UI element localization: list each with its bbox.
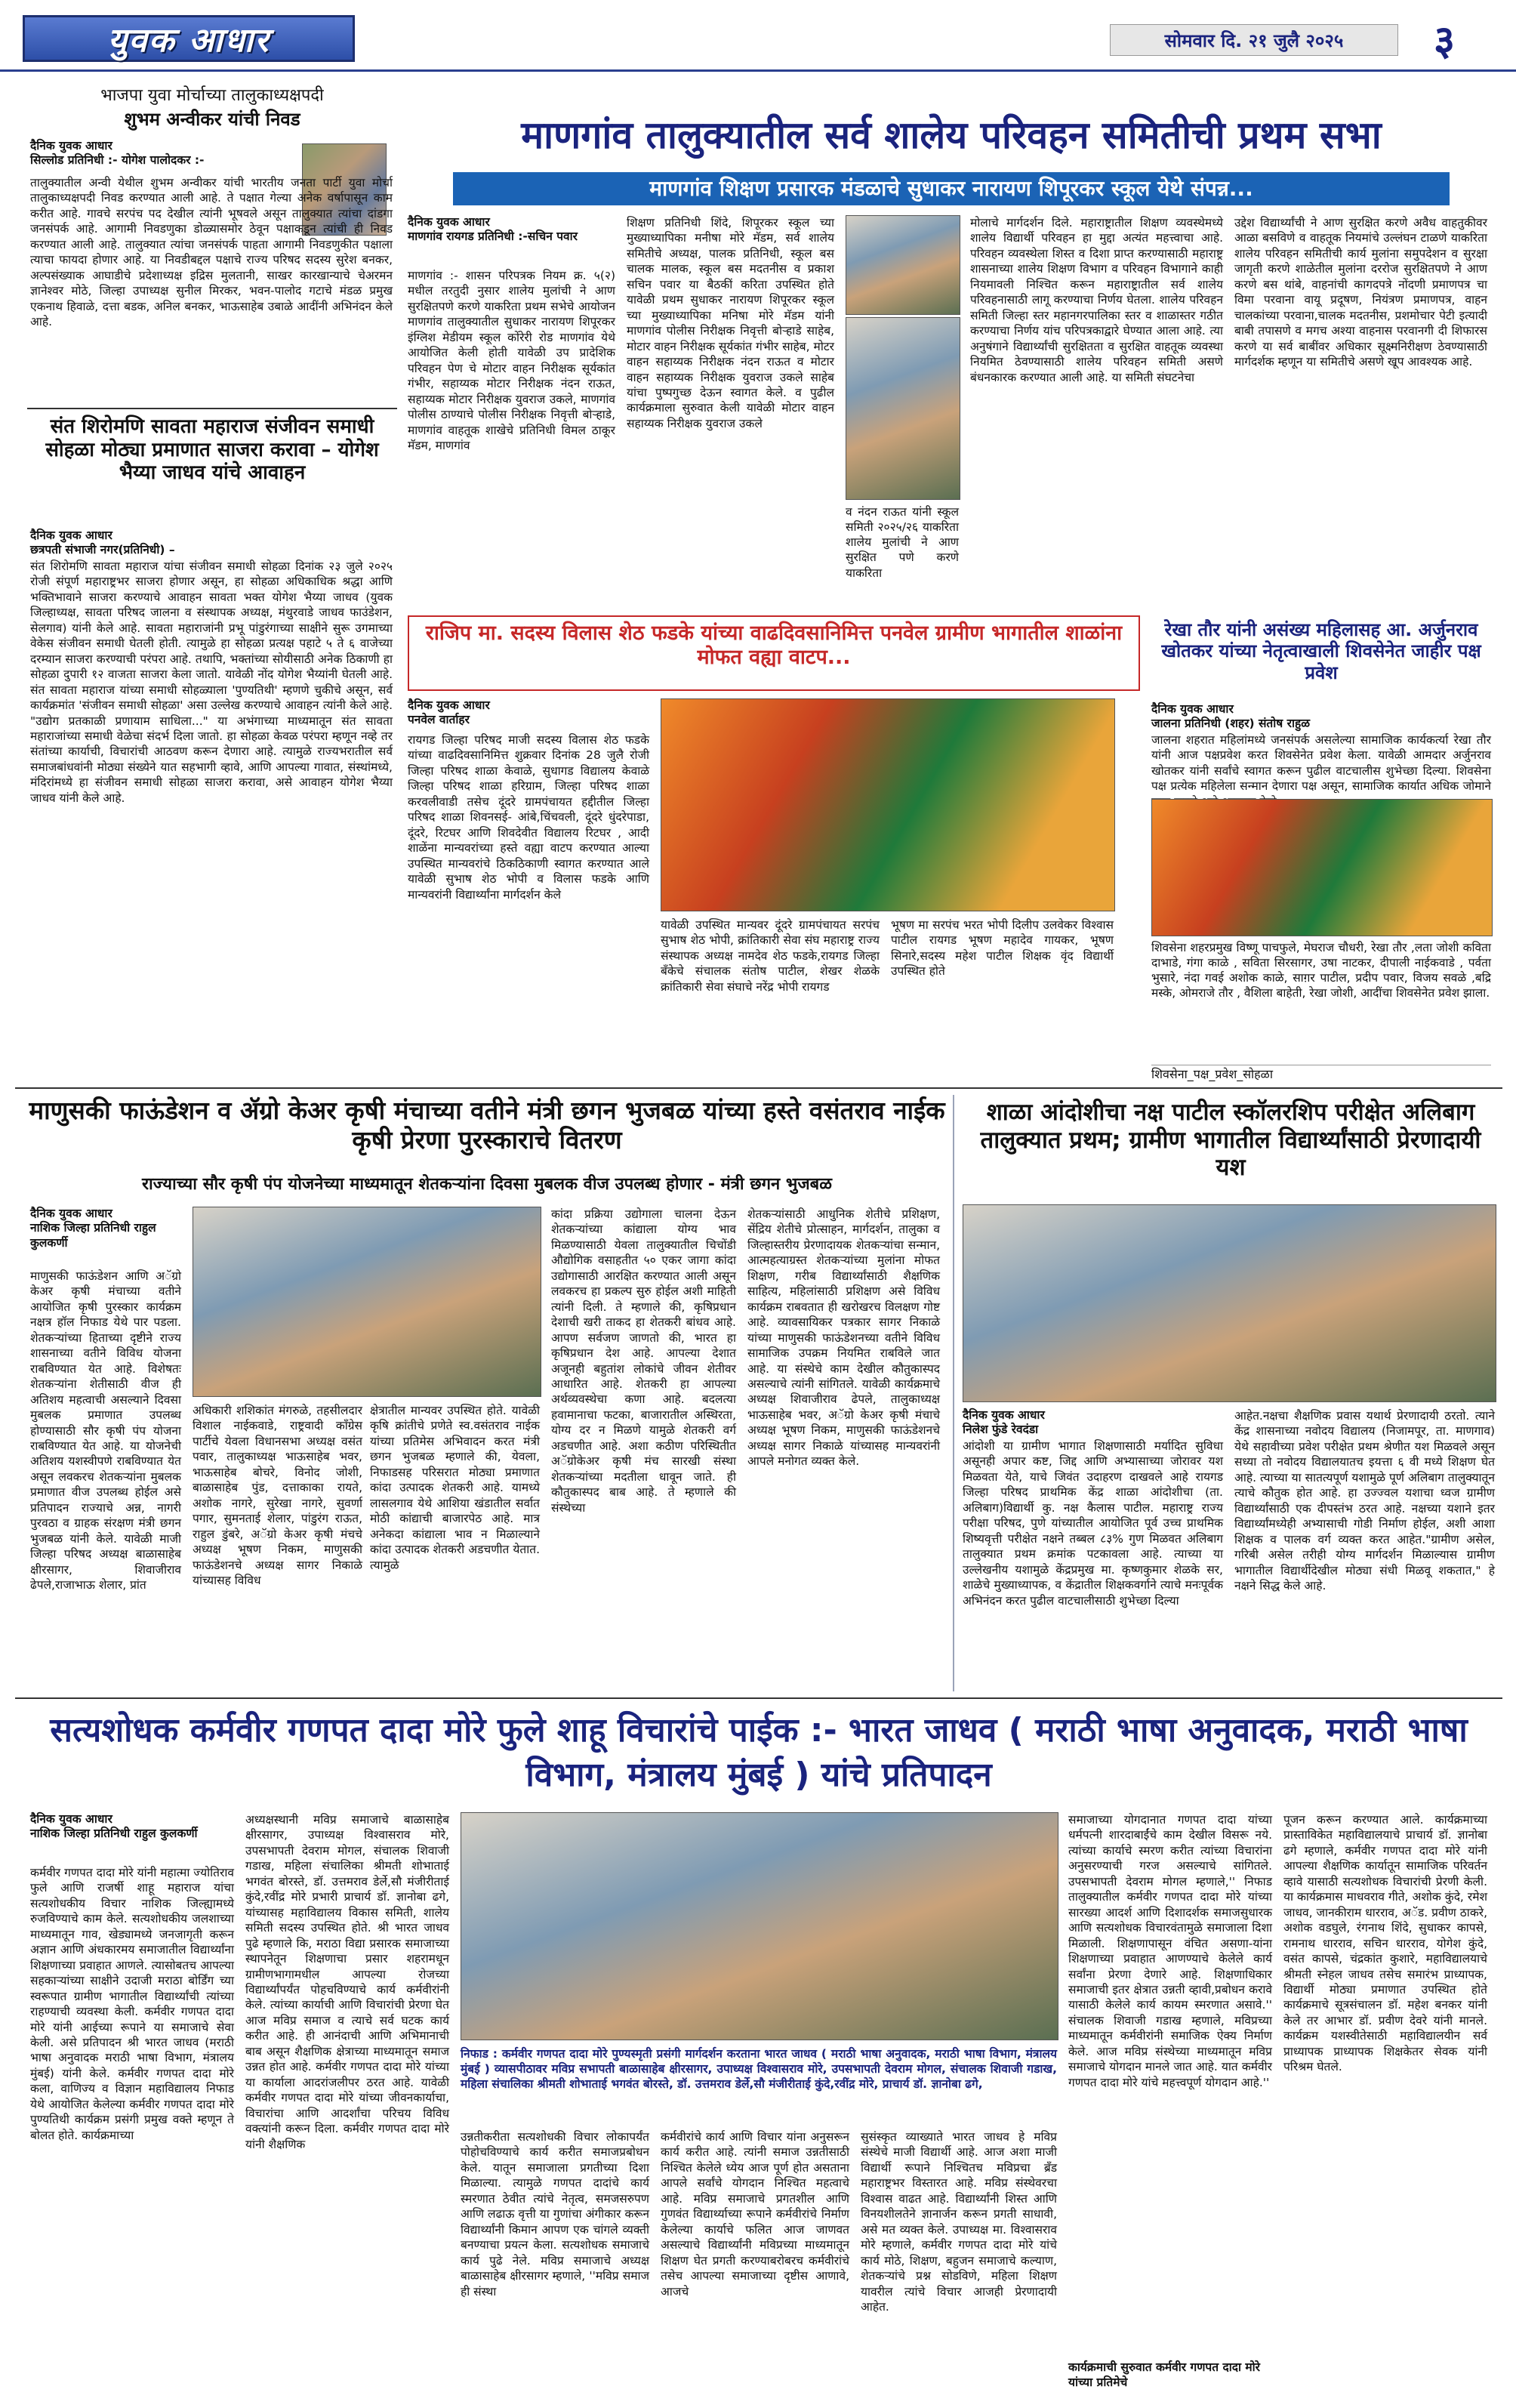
a2-byline: दैनिक युवक आधार छत्रपती संभाजी नगर(प्रतिनिधी) –	[30, 529, 175, 557]
a8-body-3: उन्नतीकरीता सत्यशोधकी विचार लोकापर्यंत पोहोचविण्याचे कार्य करीत समाजप्रबोधन केले. यातून समाजाला प्रगतीच्या दिशा मिळाल्या. त्यामुळे गणपत दादांचे कार्य स्मरणात ठेवीत त्यांचे नेतृत्व, समजसरुपण आणि लढाऊ वृत्ती या गुणांचा अंगीकार करून विद्यार्थ्यांनी किमान आपण एक चांगले व्यक्ती बनण्याचा प्रयत्न केला. सत्यशोधक समाजाचे कार्य पुढे नेले. मविप्र समाजाचे अध्यक्ष बाळासाहेब क्षीरसागर म्हणाले, ''मविप्र समाज ही संस्था	[461, 2130, 649, 2299]
a8-body-1: कर्मवीर गणपत दादा मोरे यांनी महात्मा ज्योतिराव फुले आणि राजर्षी शाहू महाराज यांचा सत्यशोधकीय विचार नाशिक जिल्ह्यामध्ये रुजविण्याचे काम केले. सत्यशोधकीय जलशाच्या माध्यमातून गाव, खेड्यामध्ये जनजागृती करून अज्ञान आणि अंधकारमय समाजातील विद्यार्थ्यांना शिक्षणाच्या प्रवाहात आणले. त्यासोबतच आपल्या सहकाऱ्यांच्या साक्षीने उदाजी मराठा बोर्डिंग च्या स्वरूपात ग्रामीण भागातील विद्यार्थ्यांची त्यांच्या राहण्याची व्यवस्था केली. कर्मवीर गणपत दादा मोरे यांनी आईच्या रूपाने या समाजाचे सेवा केली. असे प्रतिपादन श्री भारत जाधव (मराठी भाषा अनुवादक मराठी भाषा विभाग, मंत्रालय मुंबई) यांनी केले. कर्मवीर गणपत दादा मोरे कला, वाणिज्य व विज्ञान महाविद्यालय निफाड येथे आयोजित केलेल्या कर्मवीर गणपत दादा मोरे पुण्यतिथी कार्यक्रम प्रसंगी प्रमुख वक्ते म्हणून ते बोलत होते. कार्यक्रमाच्या	[30, 1866, 234, 2142]
a7-headline: शाळा आंदोशीचा नक्ष पाटील स्कॉलरशिप परीक्षेत अलिबाग तालुक्यात प्रथम; ग्रामीण भागातील विद्यार्थ्यांसाठी प्रेरणादायी यश	[980, 1099, 1481, 1182]
a5-byline: दैनिक युवक आधार जालना प्रतिनिधी (शहर) संतोष राहुळ	[1151, 702, 1310, 731]
a8-body-4: कर्मवीरांचे कार्य आणि विचार यांना अनुसरून कार्य करीत आहे. त्यांनी समाज उन्नतीसाठी निश्चित केलेले ध्येय आज पूर्ण होत असताना आपले सर्वांचे योगदान निश्चित महत्वाचे आहे. मविप्र समाजाचे प्रगतशील आणि गुणवंत विद्यार्थ्याच्या रूपाने कर्मवीरांचे निर्माण केलेल्या कार्याचे फलित आज जाणवत असल्याचे विद्यार्थ्यांनी मविप्रच्या माध्यमातून शिक्षण घेत प्रगती करण्याबरोबरच कर्मवीरांचे तसेच आपल्या समाजाच्या दृष्टीस आणावे, आजचे	[661, 2130, 849, 2299]
page-number: ३	[1433, 17, 1456, 64]
a6-body-5: शेतकऱ्यांसाठी आधुनिक शेतीचे प्रशिक्षण, सेंद्रिय शेतीचे प्रोत्साहन, मार्गदर्शन, तालुका व जिल्हास्तरीय प्रेरणादायक शेतकऱ्यांचा सन्मान, आत्महत्याग्रस्त शेतकऱ्यांच्या मुलांना मोफत शिक्षण, गरीब विद्यार्थ्यांसाठी शैक्षणिक साहित्य, महिलांसाठी प्रशिक्षण असे विविध कार्यक्रम राबवतात ही खरोखरच विलक्षण गोष्ट आहे. व्यावसायिकर पत्रकार सागर निकाळे यांच्या माणुसकी फाऊंडेशनच्या वतीने विविध सामाजिक उपक्रम नियमित राबविले जात आहे. या संस्थेचे काम देखील कौतुकास्पद असल्याचे त्यांनी सांगितले. यावेळी कार्यक्रमाचे अध्यक्ष शिवाजीराव ढेपले, तालुकाध्यक्ष भाऊसाहेब भवर, अॅग्रो केअर कृषी मंचाचे अध्यक्ष भूषण निकम, माणुसकी फाऊंडेशनचे अध्यक्ष सागर निकाळे यांच्यासह मान्यवरांनी आपले मनोगत व्यक्त केले.	[747, 1207, 940, 1469]
a5-tag: शिवसेना_पक्ष_प्रवेश_सोहळा	[1151, 1065, 1491, 1082]
section-rule	[15, 1087, 1502, 1089]
a8-body-tail: कार्यक्रमाची सुरुवात कर्मवीर गणपत दादा मोरे यांच्या प्रतिमेचे	[1068, 2360, 1260, 2390]
a8-body-5: सुसंस्कृत व्याख्याते भारत जाधव हे मविप्र संस्थेचे माजी विद्यार्थी आहे. आज अशा माजी विद्यार्थी रूपाने निश्चितच मविप्रचा ब्रँड महाराष्ट्रभर विस्तारत आहे. मविप्र संस्थेवरचा विश्वास वाढत आहे. विद्यार्थ्यांनी शिस्त आणि विनयशीलतेने ज्ञानार्जन करून प्रगती साधावी, असे मत व्यक्त केले. उपाध्यक्ष मा. विश्वासराव मोरे म्हणाले, कर्मवीर गणपत दादा मोरे यांचे कार्य मोठे, शिक्षण, बहुजन समाजाचे कल्याण, शेतकऱ्यांचे प्रश्न सोडविणे, महिला शिक्षण यावरील त्यांचे विचार आजही प्रेरणादायी आहेत.	[861, 2130, 1057, 2314]
a8-headline: सत्यशोधक कर्मवीर गणपत दादा मोरे फुले शाहू विचारांचे पाईक :- भारत जाधव ( मराठी भाषा अनुवादक, मराठी भाषा विभाग, मंत्रालय मुंबई ) यांचे प्रतिपादन	[50, 1711, 1468, 1795]
a3-byline: दैनिक युवक आधार माणगांव रायगड प्रतिनिधी :-सचिन पवार	[408, 215, 578, 244]
a5-body: जालना शहरात महिलांमध्ये जनसंपर्क असलेल्या सामाजिक कार्यकर्त्या रेखा तौर यांनी आज पक्षप्रवेश करत शिवसेनेत प्रवेश केला. यावेळी आमदार अर्जुनराव खोतकर यांनी सर्वांचे स्वागत करून पुढील वाटचालीस शुभेच्छा दिल्या. शिवसेना पक्ष प्रत्येक महिलेला सन्मान देणारा पक्ष असून, सामाजिक कार्यात अधिक जोमाने	[1151, 733, 1491, 794]
a2-headline: संत शिरोमणि सावता महाराज संजीवन समाधी सोहळा मोठ्या प्रमाणात साजरा करावा – योगेश भैय्या जाधव यांचे आवाहन	[45, 415, 379, 485]
a6-byline: दैनिक युवक आधार नाशिक जिल्हा प्रतिनिधी राहुल कुलकर्णी	[30, 1207, 156, 1250]
a4-body-1: रायगड जिल्हा परिषद माजी सदस्य विलास शेठ फडके यांच्या वाढदिवसानिमित्त शुक्रवार दिनांक 28 जुलै रोजी जिल्हा परिषद शाळा केवाळे, सुधागड विद्यालय केवाळे जिल्हा परिषद शाळा हरिग्राम, जिल्हा परिषद शाळा करवलीवाडी तसेच दूंदरे ग्रामपंचायत हद्दीतील जिल्हा परिषद शाळा शिवनसई- आंबे,चिंचवली, दूंदरे धुंदरेपाडा, दूंदरे, रिटघर आणि शिवदेवीत विद्यालय रिटघर , आदी शाळेंना मान्यवरांच्या हस्ते वह्या वाटप करण्यात आल्या उपस्थित मान्यवरांचे ठिकठिकाणी स्वागत करण्यात आले यावेळी सुभाष शेठ भोपी व विलास फडके आणि मान्यवरांनी विद्यार्थ्यांना मार्गदर्शन केले	[408, 733, 649, 902]
a7-byline: दैनिक युवक आधार निलेश फुंडे रेवदंडा	[963, 1408, 1045, 1437]
a4-byline: दैनिक युवक आधार पनवेल वार्ताहर	[408, 698, 490, 727]
a8-photo-caption: निफाड : कर्मवीर गणपत दादा मोरे पुण्यस्मृती प्रसंगी मार्गदर्शन करताना भारत जाधव ( मराठी भाषा अनुवादक, मराठी भाषा विभाग, मंत्रालय मुंबई ) व्यासपीठावर मविप्र सभापती बाळासाहेब क्षीरसागर, उपाध्यक्ष विश्वासराव मोरे, उपसभापती देवराम मोगल, संचालक शिवाजी गडाख, महिला संचालिका श्रीमती शोभाताई भगवंत बोरस्ते, डॉ. उत्तमराव डेर्ले,सौ मंजीरीताई कुंदे,रवींद्र मोरे, प्राचार्य डॉ. ज्ञानोबा ढगे,	[461, 2047, 1057, 2092]
a8-body-7: पूजन करून करण्यात आले. कार्यक्रमाच्या प्रास्ताविकेत महाविद्यालयाचे प्राचार्य डॉ. ज्ञानोबा ढगे म्हणाले, कर्मवीर गणपत दादा मोरे यांनी आपल्या शैक्षणिक कार्यातून सामाजिक परिवर्तन व्हावे यासाठी सत्यशोधक विचारांची प्रेरणी केली. या कार्यक्रमास माधवराव गीते, अशोक कुंदे, रमेश जाधव, जानकीराम धारराव, अॅड. प्रवीण ठाकरे, अशोक वडघुले, रंगनाथ शिंदे, सुधाकर कापसे, रामनाथ धारराव, सचिन धारराव, योगेश कुंदे, वसंत कापसे, चंद्रकांत कुशारे, महाविद्यालयाचे श्रीमती स्नेहल जाधव तसेच समारंभ प्राध्यापक, विद्यार्थी मोठ्या प्रमाणात उपस्थित होते कार्यक्रमाचे सूत्रसंचालन डॉ. महेश बनकर यांनी केले तर आभार डॉ. प्रवीण देवरे यांनी मानले. कार्यक्रम यशस्वीतेसाठी महाविद्यालयीन सर्व प्राध्यापक प्राध्यापक शिक्षकेतर सेवक यांनी परिश्रम घेतले.	[1283, 1813, 1487, 2074]
a3-headline: माणगांव तालुक्यातील सर्व शालेय परिवहन समितीची प्रथम सभा	[521, 113, 1382, 157]
a3-body-1: माणगांव :- शासन परिपत्रक नियम क्र. ५(२) मधील तरतुदी नुसार शालेय मुलांची ने आण सुरक्षितपणे करणे याकरिता प्रथम सभेचे आयोजन माणगांव तालुक्यातील सुधाकर नारायण शिपूरकर इंग्लिश मेडीयम स्कूल कोंरेरी रोड माणगांव येथे आयोजित केली होती यावेळी उप प्रादेशिक परिवहन पेण चे मोटार वाहन निरीक्षक सूर्यकांत गंभीर, सहाय्यक मोटार निरीक्षक नंदन राऊत, सहाय्यक मोटार निरीक्षक युवराज उकले, माणगांव पोलीस ठाण्याचे पोलीस निरीक्षक निवृत्ती बोऱ्हाडे, माणगांव वाहतूक शाखेचे प्रतिनिधी विमल ठाकूर मॅडम, माणगांव	[408, 269, 615, 452]
a4-photo	[661, 698, 1115, 911]
a1-headline: शुभम अन्वीकर यांची निवड	[124, 109, 300, 130]
a3-body-2: शिक्षण प्रतिनिधी शिंदे, शिपूरकर स्कूल च्या मुख्याध्यापिका मनीषा मोरे मॅडम, सर्व शालेय समितीचे अध्यक्ष, पालक प्रतिनिधी, स्कूल बस चालक मालक, स्कूल बस मदतनीस व प्रकाश सचिन पवार या बैठकीं करिता उपस्थित होते यावेळी प्रथम सुधाकर नारायण शिपूरकर स्कूल च्या मुख्याध्यापिका मनिषा मोरे मॅडम यांनी माणगांव पोलीस निरीक्षक निवृत्ती बोऱ्हाडे साहेब, मोटार वाहन निरीक्षक सूर्यकांत गंभीर साहेब, मोटर वाहन सहाय्यक निरीक्षक नंदन राऊत व मोटार वाहन सहाय्यक निरीक्षक युवराज उकले साहेब यांचा पुष्पगुच्छ देऊन स्वागत केले. व पुढील कार्यक्रमाला सुरुवात केली यावेळी मोटार वाहन सहाय्यक निरीक्षक युवराज उकले	[627, 216, 834, 430]
a1-body: तालुक्यातील अन्वी येथील शुभम अन्वीकर यांची भारतीय जनता पार्टी युवा मोर्चा तालुकाध्यक्षपदी निवड करण्यात आली आहे. ते पक्षात गेल्या अनेक वर्षापासून काम करीत आहे. गावचे सरपंच पद देखील त्यांनी भूषवले असून तालुक्यात त्यांचा दांडगा जनसंपर्क आहे. आगामी निवडणुका डोळ्यासमोर ठेवून पक्षाकडून त्यांची ही निवड करण्यात आली आहे. तालुक्यात त्यांचा जनसंपर्क पाहता आगामी निवडणुकीत पक्षाला त्याचा फायदा होणार आहे. या निवडीबद्दल पक्षाचे राज्य परिषद सदस्य सुरेश बनकर, अल्पसंख्याक आघाडीचे प्रदेशाध्यक्ष इद्रिस मुलतानी, साखर कारखान्याचे चेअरमन ज्ञानेश्वर मोठे, जिल्हा उपाध्यक्ष सुनील मिरकर, भवन-पालोद गटाचे मंडळ प्रमुख एकनाथ हिवाळे, दत्ता बडक, अनिल बनकर, भाऊसाहेब उबाळे आदींनी अभिनंदन केले आहे.	[30, 176, 393, 329]
a6-photo	[193, 1207, 541, 1397]
a8-photo	[461, 1812, 1058, 2040]
a8-body-6: समाजाच्या योगदानात गणपत दादा यांच्या धर्मपत्नी शारदाबाईंचे काम देखील विसरू नये. त्यांच्या कार्याचे स्मरण करीत त्यांच्या विचारांना अनुसरण्याची गरज असल्याचे सांगितले. उपसभापती देवराम मोगल म्हणाले,'' निफाड तालुक्यातील कर्मवीर गणपत दादा मोरे यांच्या सारख्या आदर्श आणि दिशादर्शक समाजसुधारक आणि सत्यशोधक विचारवंतामुळे समाजाला दिशा मिळाली. शिक्षणापासून वंचित असणा-यांना शिक्षणाच्या प्रवाहात आणण्याचे केलेले कार्य सर्वांना प्रेरणा देणारे आहे. शिक्षणाधिकार समाजाची इतर क्षेत्रात उन्नती व्हावी,प्रबोधन करावे यासाठी केलेले कार्य कायम स्मरणात असावे.'' संचालक शिवाजी गडाख म्हणाले, मविप्रच्या माध्यमातून कर्मवीरांनी समाजिक ऐक्य निर्माण केले. आज मविप्र संस्थेच्या माध्यमातून मविप्र समाजाचे योगदान मानले जात आहे. यात कर्मवीर गणपत दादा मोरे यांचे महत्त्वपूर्ण योगदान आहे.''	[1068, 1813, 1272, 2089]
a6-body-4: कांदा प्रक्रिया उद्योगाला चालना देऊन शेतकऱ्यांच्या कांद्याला योग्य भाव मिळण्यासाठी येवला तालुक्यातील चिचोंडी औद्योगिक वसाहतीत ५० एकर जागा कांदा उद्योगासाठी आरक्षित करण्यात आली असून लवकरच हा प्रकल्प सुरु होईल अशी माहिती त्यांनी दिली. ते म्हणाले की, कृषिप्रधान देशाची खरी ताकद हा शेतकरी बांधव आहे. आपण सर्वजण जाणतो की, भारत हा कृषिप्रधान देश आहे. आपल्या देशात अजूनही बहुतांश लोकांचे जीवन शेतीवर आधारित आहे. शेतकरी हा आपल्या अर्थव्यवस्थेचा कणा आहे. बदलत्या हवामानाचा फटका, बाजारातील अस्थिरता, योग्य दर न मिळणे यामुळे शेतकरी वर्ग अडचणीत आहे. अशा कठीण परिस्थितीत अॅग्रोकेअर कृषी मंच सारखी संस्था शेतकऱ्यांच्या मदतीला धावून जाते. ही कौतुकास्पद बाब आहे. ते म्हणाले की संस्थेच्या	[551, 1207, 736, 1515]
a5-headline: रेखा तौर यांनी असंख्य महिलासह आ. अर्जुनराव खोतकर यांच्या नेतृत्वाखाली शिवसेनेत जाहीर पक्ष प्रवेश	[1161, 619, 1481, 683]
a4-body-3: भूषण मा सरपंच भरत भोपी दिलीप उलवेकर विश्वास पाटील रायगड भूषण महादेव गायकर, भूषण सिनारे,सदस्य महेश पाटील शिक्षक वृंद विद्यार्थी उपस्थित होते	[891, 918, 1114, 979]
a6-headline: माणुसकी फाऊंडेशन व ॲग्रो केअर कृषी मंचाच्या वतीने मंत्री छगन भुजबळ यांच्या हस्ते वसंतराव नाईक कृषी प्रेरणा पुरस्काराचे वितरण	[29, 1096, 945, 1155]
a3-photo-1	[846, 215, 960, 315]
a6-body-3: क्षेत्रातील मान्यवर उपस्थित होते. यावेळी कृषि क्रांतीचे प्रणेते स्व.वसंतराव नाईक यांच्या प्रतिमेस अभिवादन करत मंत्री छगन भुजबळ म्हणाले की, येवला, निफाडसह परिसरात मोठ्या प्रमाणात कांदा उत्पादक शेतकरी आहे. यामध्ये लासलगाव येथे आशिया खंडातील सर्वात मोठी कांद्याची बाजारपेठ आहे. मात्र अनेकदा कांद्याला भाव न मिळाल्याने कांदा उत्पादक शेतकरी अडचणीत येतात. त्यामुळे	[370, 1404, 540, 1572]
a5-photo	[1151, 799, 1493, 936]
section-rule	[15, 1697, 1502, 1699]
a6-body-2: अधिकारी शशिकांत मंगरुळे, तहसीलदार विशाल नाईकवाडे, राष्ट्रवादी काँग्रेस पार्टीचे येवला विधानसभा अध्यक्ष वसंत पवार, तालुकाध्यक्ष भाऊसाहेब भवर, भाऊसाहेब बोचरे, विनोद जोशी, बाळासाहेब पुंड, दत्ताकाका रायते, अशोक नागरे, सुरेखा नागरे, सुवर्णा पगार, सुमनताई शेलार, पांडुरंग राऊत, राहुल डुंबरे, अॅग्रो केअर कृषी मंचचे अध्यक्ष भूषण निकम, माणुसकी फाऊंडेशनचे अध्यक्ष सागर निकाळे यांच्यासह विविध	[193, 1404, 362, 1587]
masthead-logo: युवक आधार	[23, 15, 355, 62]
header-rule	[0, 69, 1516, 72]
a4-headline: राजिप मा. सदस्य विलास शेठ फडके यांच्या वाढदिवसानिमित्त पनवेल ग्रामीण भागातील शाळांना मोफत वह्या वाटप...	[425, 621, 1123, 669]
a8-byline: दैनिक युवक आधार नाशिक जिल्हा प्रतिनिधी राहुल कुलकर्णी	[30, 1812, 198, 1841]
a6-body-1: माणुसकी फाऊंडेशन आणि अॅग्रो केअर कृषी मंचाच्या वतीने आयोजित कृषी पुरस्कार कार्यक्रम नक्षत्र हॉल निफाड येथे पार पडला. शेतकऱ्यांच्या हिताच्या दृष्टीने राज्य शासनाच्या वतीने विविध योजना राबविण्यात येत आहे. विशेषतः शेतकऱ्यांना शेतीसाठी वीज ही अतिशय महत्वाची असल्याने दिवसा मुबलक प्रमाणात उपलब्ध होण्यासाठी सौर कृषी पंप योजना राबविण्यात येत आहे. या योजनेची अतिशय यशस्वीपणे राबविण्यात येत असून लवकरच शेतकऱ्यांना मुबलक प्रमाणात वीज उपलब्ध होईल असे प्रतिपादन राज्याचे अन्न, नागरी पुरवठा व ग्राहक संरक्षण मंत्री छगन भुजबळ यांनी केले. यावेळी माजी जिल्हा परिषद अध्यक्ष बाळासाहेब क्षीरसागर, शिवाजीराव ढेपले,राजाभाऊ शेलार, प्रांत	[30, 1269, 181, 1592]
a3-photo-2	[846, 317, 960, 500]
a2-body: संत शिरोमणि सावता महाराज यांचा संजीवन समाधी सोहळा दिनांक २३ जुले २०२५ रोजी संपूर्ण महाराष्ट्रभर साजरा होणार असून, हा सोहळा अधिकाधिक श्रद्धा आणि भक्तिभावाने साजरा करण्याचे आवाहन सावता भक्त योगेश भैय्या जाधव (युवक जिल्हाध्यक्ष, सावता परिषद जालना व संस्थापक अध्यक्ष, मंथुरवाडे जाधव फाउंडेशन, सेलगाव) यांनी केले आहे. सावता महाराजांनी प्रभू पांडुरंगाच्या साक्षीने सुरू उगमाच्या वेकेस संजीवन समाधी घेतली होती. त्यामुळे हा सोहळा प्रत्यक्ष पहाटे ५ ते ६ वाजेच्या दरम्यान साजरा करण्याची परंपरा आहे. तथापि, भक्तांच्या सोयीसाठी अनेक ठिकाणी हा सोहळा दुपारी १२ वाजता साजरा केला जातो. यावेळी नोंद योगेश भैय्यांनी घेतली आहे. संत सावता महाराज यांच्या समाधी सोहळ्याला 'पुण्यतिथी' म्हणणे चुकीचे असून, सर्व कार्यक्रमांत 'संजीवन समाधी सोहळा' असा उल्लेख करण्याचे आवाहन त्यांनी केले आहे. "उद्योग प्रतकाळी प्रणायाम साधिला..." या अभंगाच्या माध्यमातून संत सावता महाराजांच्या समाधी वेळेचा संदर्भ दिला जातो. हा सोहळा केवळ परंपरा म्हणून नव्हे तर संतांच्या कार्याची, विचारांची आठवण करून देणारा आहे. त्यामुळे राज्यभरातील सर्व समाजबांधवांनी मोठ्या संख्येने यात सहभागी व्हावे, आणि आपल्या गावात, संस्थांमध्ये, मंदिरांमध्ये हा संजीवन समाधी सोहळा साजरा करावा, असे आवाहन योगेश भैय्या जाधव यांनी केले आहे.	[30, 560, 393, 805]
a4-headline-box	[408, 615, 1140, 691]
a3-photo-caption: व नंदन राऊत यांनी स्कूल समिती २०२५/२६ याकरिता शालेय मुलांची ने आण सुरक्षित पणे करणे याकरिता	[846, 505, 959, 580]
a8-body-2: अध्यक्षस्थानी मविप्र समाजाचे बाळासाहेब क्षीरसागर, उपाध्यक्ष विश्वासराव मोरे, उपसभापती देवराम मोगल, संचालक शिवाजी गडाख, महिला संचालिका श्रीमती शोभाताई भगवंत बोरस्ते, डॉ. उत्तमराव डेर्ले,सौ मंजीरीताई कुंदे,रवींद्र मोरे प्रभारी प्राचार्य डॉ. ज्ञानोबा ढगे, यांच्यासह महाविद्यालय विकास समिती, शालेय समिती सदस्य उपस्थित होते. श्री भारत जाधव पुढे म्हणाले कि, मराठा विद्या प्रसारक समाजाच्या स्थापनेतून शिक्षणाचा प्रसार शहरामधून ग्रामीणभागामधील आपल्या रोजच्या विद्यार्थ्यांपर्यंत पोहचविण्याचे कार्य कर्मवीरांनी केले. त्यांच्या कार्याची आणि विचारांची प्रेरणा घेत आज मविप्र समाज व त्याचे सर्व घटक कार्य करीत आहे. ही आनंदाची आणि अभिमानाची बाब असून शैक्षणिक क्षेत्राच्या माध्यमातून समाज उन्नत होत आहे. कर्मवीर गणपत दादा मोरे यांच्या या कार्याला आदरांजलीपर ठरत आहे. यावेळी कर्मवीर गणपत दादा मोरे यांच्या जीवनकार्याचा, विचारांचा आणि आदर्शांचा परिचय विविध वक्त्यांनी करून दिला. कर्मवीर गणपत दादा मोरे यांनी शैक्षणिक	[245, 1813, 449, 2151]
issue-date: सोमवार दि. २१ जुलै २०२५	[1110, 24, 1398, 56]
divider	[27, 408, 397, 409]
a3-body-3: मोलाचे मार्गदर्शन दिले. महाराष्ट्रातील शिक्षण व्यवस्थेमध्ये शालेय विद्यार्थी परिवहन हा मुद्दा अत्यंत महत्त्वाचा आहे. परिवहन व्यवस्थेला शिस्त व दिशा प्राप्त करण्यासाठी महाराष्ट्र शासनाच्या शालेय शिक्षण विभाग व परिवहन विभागाने काही नियमावली निश्चित करून महाराष्ट्रातील सर्व शालेय परिवहनासाठी लागू करण्याचा निर्णय घेतला. शालेय परिवहन समिती जिल्हा स्तर महानगरपालिका स्तर व शाळास्तर गठीत करण्याचा निर्णय यांच परिपत्रकाद्वारे घेण्यात आला आहे. त्या अनुषंगाने विद्यार्थ्यांची सुरक्षितता व सुरक्षित वाहतूक व्यवस्था नियमित ठेवण्यासाठी शालेय परिवहन समिती असणे बंधनकारक करण्यात आली आहे. या समिती संघटनेचा	[970, 216, 1223, 384]
a4-body-2: यावेळी उपस्थित मान्यवर दूंदरे ग्रामपंचायत सरपंच सुभाष शेठ भोपी, क्रांतिकारी सेवा संघ महाराष्ट्र राज्य संस्थापक अध्यक्ष नामदेव शेठ फडके,रायगड जिल्हा बँकेचे संचालक संतोष पाटील, शेखर शेळके क्रांतिकारी सेवा संघाचे नरेंद्र भोपी रायगड	[661, 918, 880, 994]
a1-kicker: भाजपा युवा मोर्चाच्या तालुकाध्यक्षपदी	[100, 86, 324, 105]
a7-photo	[963, 1204, 1496, 1402]
a6-subheadline: राज्याच्या सौर कृषी पंप योजनेच्या माध्यमातून शेतकऱ्यांना दिवसा मुबलक वीज उपलब्ध होणार - मंत्री छगन भुजबळ	[142, 1175, 832, 1194]
a3-body-4: उद्देश विद्यार्थ्यांची ने आण सुरक्षित करणे अवैध वाहतुकीवर आळा बसविणे व वाहतूक नियमांचे उल्लंघन टाळणे याकरिता शालेय परिवहन समितीची कार्य मुलांना समुपदेशन व सुरक्षा जागृती करणे शाळेतील मुलांना दररोज सुरक्षितपणे ने आण करणे बस थांबे, वाहनांची कागदपत्रे नोंदणी प्रमाणपत्र चा विमा परवाना वायू प्रदूषण, नियंत्रण प्रमाणपत्र, वाहन चालकांच्या परवाना,चालक मदतनीस, प्रशमोचार पेटी इत्यादी बाबी तपासणे व मगच अश्या वाहनास परवानगी दी शिफारस करणे या सर्व बाबींवर अधिकार सूक्ष्मनिरीक्षण ठेवण्यासाठी मार्गदर्शक म्हणून या समितीचे असणे खूप आवश्यक आहे.	[1234, 216, 1487, 369]
column-divider	[953, 1095, 954, 1691]
a5-photo-caption: शिवसेना शहरप्रमुख विष्णू पाचफुले, मेघराज चौधरी, रेखा तौर ,लता जोशी कविता दाभाडे, गंगा काळे , सविता सिरसागर, उषा नाटकर, दीपाली नाईकवाडे , पर्वता भुसारे, नंदा गवई अशोक काळे, साग़र पाटील, प्रदीप पवार, विजय सवळे ,बद्रि मस्के, ओमराजे तौर , वैशिला बाहेती, रेखा जोशी, आदींचा शिवसेनेत प्रवेश झाला.	[1151, 941, 1491, 1001]
a7-body-1: आंदोशी या ग्रामीण भागात शिक्षणासाठी मर्यादित सुविधा असूनही अपार कष्ट, जिद्द आणि अभ्यासाच्या जोरावर यश मिळवता येते, याचे जिवंत उदाहरण दाखवले आहे रायगड जिल्हा परिषद प्राथमिक केंद्र शाळा आंदोशीचा (ता. अलिबाग)विद्यार्थी कु. नक्ष कैलास पाटील. महाराष्ट्र राज्य परीक्षा परिषद, पुणे यांच्यातील आयोजित पूर्व उच्च प्राथमिक शिष्यवृत्ती परीक्षेत नक्षने तब्बल ८३% गुण मिळवत अलिबाग तालुक्यात प्रथम क्रमांक पटकावला आहे. त्याच्या या उल्लेखनीय यशामुळे केंद्रप्रमुख मा. कृष्णकुमार शेळके सर, शाळेचे मुख्याध्यापक, व केंद्रातील शिक्षकवर्गाने त्याचे मनःपूर्वक अभिनंदन करत पुढील वाटचालीसाठी शुभेच्छा दिल्या	[963, 1439, 1223, 1608]
a7-body-2: आहेत.नक्षचा शैक्षणिक प्रवास यथार्थ प्रेरणादायी ठरतो. त्याने केंद्र शासनाच्या नवोदय विद्यालय (निजामपूर, ता. माणगाव) येथे सहावीच्या प्रवेश परीक्षेत प्रथम श्रेणीत यश मिळवले असून सध्या तो नवोदय विद्यालयातच इयत्ता ६ वी मध्ये शिक्षण घेत आहे. त्याच्या या सातत्यपूर्ण यशामुळे पूर्ण अलिबाग तालुक्यातून त्याचे कौतुक होत आहे. हा उज्ज्वल यशाचा ध्वज ग्रामीण विद्यार्थ्यांसाठी एक दीपस्तंभ ठरत आहे. नक्षच्या यशाने इतर विद्यार्थ्यांमध्येही अभ्यासाची गोडी निर्माण होईल, अशी आशा शिक्षक व पालक वर्ग व्यक्त करत आहेत."ग्रामीण असेल, गरिबी असेल तरीही योग्य मार्गदर्शन मिळाल्यास ग्रामीण भागातील विद्यार्थीदेखील मोठ्या संधी मिळवू शकतात," हे नक्षने सिद्ध केले आहे.	[1234, 1409, 1495, 1592]
a3-subheadline: माणगांव शिक्षण प्रसारक मंडळाचे सुधाकर नारायण शिपूरकर स्कूल येथे संपन्न...	[453, 172, 1450, 205]
a1-byline: दैनिक युवक आधार सिल्लोड प्रतिनिधी :- योगेश पालोदकर :-	[30, 139, 205, 168]
